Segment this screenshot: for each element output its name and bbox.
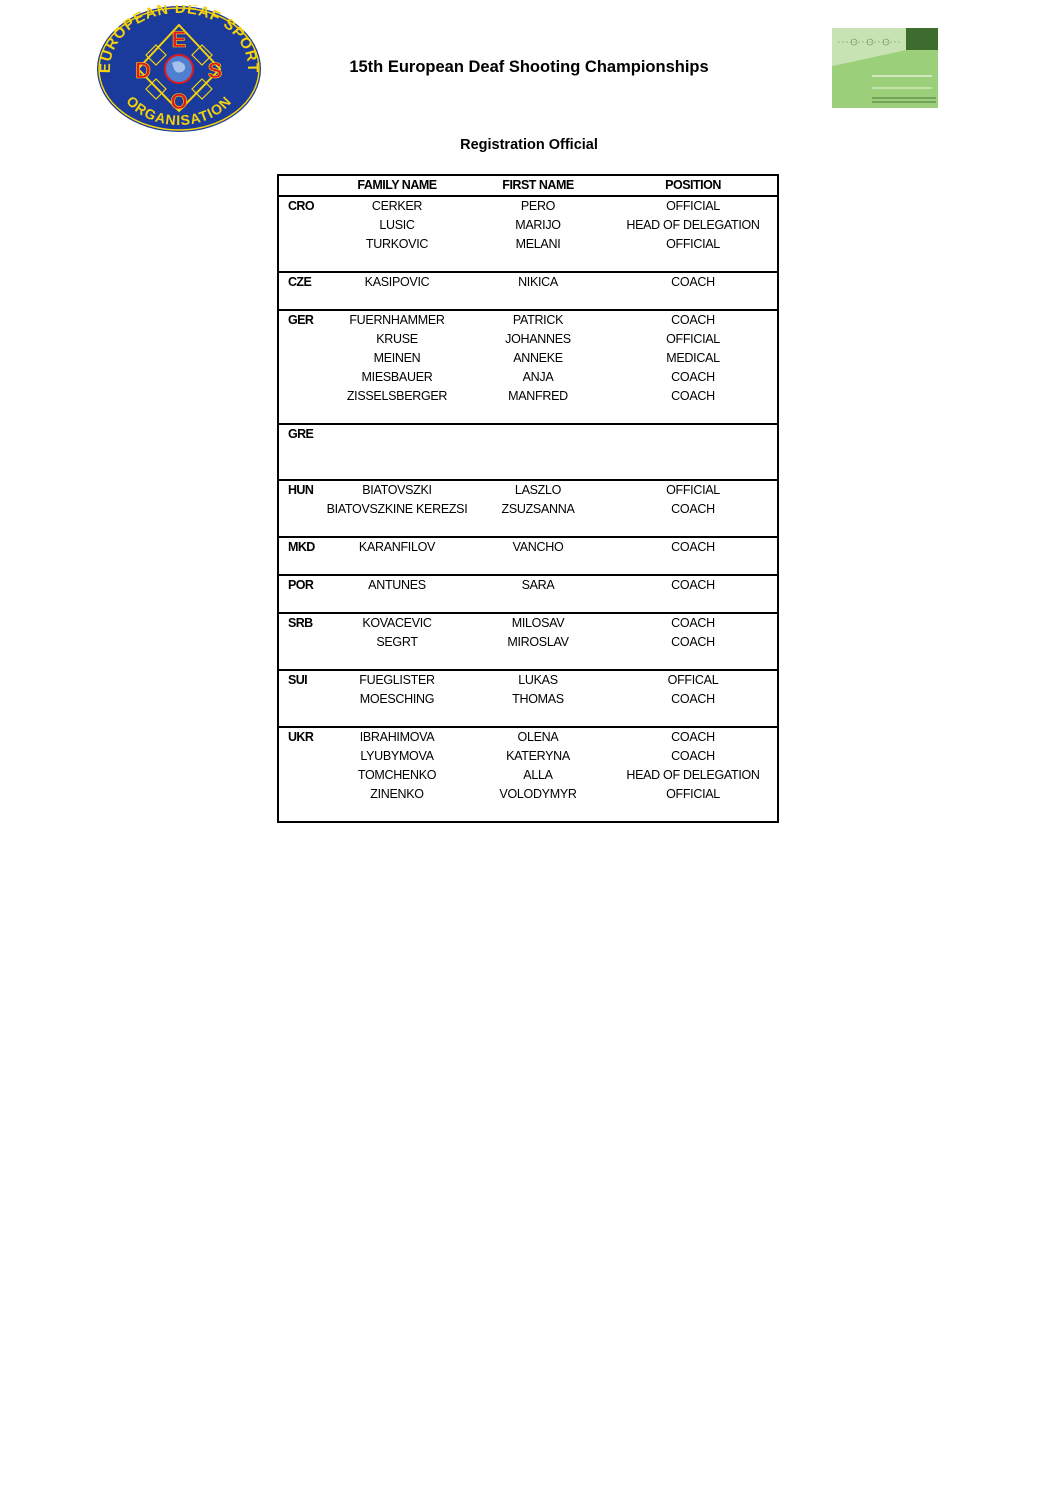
position-cell: COACH <box>671 616 715 630</box>
logo-letter-s: S <box>207 58 223 83</box>
table-row <box>279 728 777 747</box>
family-name-cell: BIATOVSZKINE KEREZSI <box>326 502 468 516</box>
position-cell: COACH <box>671 502 715 516</box>
first-name-cell: MARIJO <box>515 218 561 232</box>
first-name-cell: JOHANNES <box>505 332 571 346</box>
table-row <box>279 576 777 595</box>
family-name-cell: FUEGLISTER <box>359 673 435 687</box>
family-name-cell: TURKOVIC <box>365 237 429 251</box>
logo-letter-d: D <box>135 58 151 83</box>
table-row <box>279 349 777 368</box>
table-row <box>279 500 777 519</box>
country-group <box>279 576 777 614</box>
family-name-cell: LUSIC <box>379 218 415 232</box>
country-code: UKR <box>288 730 314 744</box>
position-cell: COACH <box>671 313 715 327</box>
page-subtitle: Registration Official <box>460 137 598 153</box>
position-cell: OFFICIAL <box>666 237 720 251</box>
country-group <box>279 273 777 311</box>
table-row <box>279 387 777 406</box>
table-row <box>279 368 777 387</box>
country-code: CRO <box>288 199 314 213</box>
position-cell: OFFICIAL <box>666 787 720 801</box>
registration-table <box>277 174 779 823</box>
position-cell: COACH <box>671 749 715 763</box>
table-row <box>279 197 777 216</box>
first-name-cell: MIROSLAV <box>507 635 569 649</box>
family-name-cell: MIESBAUER <box>361 370 433 384</box>
table-row <box>279 273 777 292</box>
family-name-cell: KRUSE <box>376 332 418 346</box>
country-code: SUI <box>288 673 308 687</box>
country-group <box>279 538 777 576</box>
logo-letter-e: E <box>171 27 187 52</box>
position-cell: MEDICAL <box>666 351 720 365</box>
position-cell: COACH <box>671 370 715 384</box>
country-group <box>279 614 777 671</box>
first-name-cell: MANFRED <box>508 389 568 403</box>
position-cell: OFFICIAL <box>666 332 720 346</box>
family-name-cell: KOVACEVIC <box>362 616 432 630</box>
table-row <box>279 216 777 235</box>
column-header-first-name: FIRST NAME <box>502 178 574 192</box>
country-group <box>279 425 777 481</box>
position-cell: OFFICIAL <box>666 483 720 497</box>
table-row <box>279 481 777 500</box>
family-name-cell: SEGRT <box>376 635 418 649</box>
table-row <box>279 671 777 690</box>
country-code: GRE <box>288 427 314 441</box>
table-row <box>279 311 777 330</box>
table-row <box>279 747 777 766</box>
table-body <box>279 197 777 821</box>
position-cell: COACH <box>671 692 715 706</box>
table-row <box>279 235 777 254</box>
country-group <box>279 311 777 425</box>
country-code: GER <box>288 313 314 327</box>
country-code: HUN <box>288 483 314 497</box>
country-group <box>279 197 777 273</box>
position-cell: HEAD OF DELEGATION <box>626 218 760 232</box>
position-cell: OFFICIAL <box>666 199 720 213</box>
first-name-cell: PERO <box>520 199 556 213</box>
family-name-cell: ZISSELSBERGER <box>346 389 448 403</box>
table-row <box>279 614 777 633</box>
family-name-cell: LYUBYMOVA <box>360 749 434 763</box>
family-name-cell: IBRAHIMOVA <box>359 730 435 744</box>
first-name-cell: ANNEKE <box>513 351 563 365</box>
table-row <box>279 538 777 557</box>
logo-top-text: EUROPEAN DEAF SPORT <box>96 5 262 74</box>
table-row <box>279 766 777 785</box>
family-name-cell: ANTUNES <box>368 578 426 592</box>
column-header-position: POSITION <box>665 178 721 192</box>
table-header <box>279 176 777 197</box>
country-code: CZE <box>288 275 312 289</box>
first-name-cell: ZSUZSANNA <box>501 502 575 516</box>
position-cell: COACH <box>671 635 715 649</box>
family-name-cell: FUERNHAMMER <box>349 313 445 327</box>
first-name-cell: PATRICK <box>512 313 564 327</box>
family-name-cell: KASIPOVIC <box>364 275 430 289</box>
family-name-cell: KARANFILOV <box>358 540 436 554</box>
family-name-cell: CERKER <box>371 199 423 213</box>
logo-bottom-text: ORGANISATION <box>123 92 235 129</box>
position-cell: COACH <box>671 275 715 289</box>
first-name-cell: MILOSAV <box>511 616 565 630</box>
family-name-cell: ZINENKO <box>370 787 424 801</box>
first-name-cell: SARA <box>521 578 555 592</box>
table-row <box>279 633 777 652</box>
position-cell: COACH <box>671 578 715 592</box>
family-name-cell: MEINEN <box>373 351 421 365</box>
first-name-cell: ANJA <box>522 370 554 384</box>
country-group <box>279 671 777 728</box>
country-group <box>279 481 777 538</box>
logo-letter-o: O <box>170 89 188 114</box>
first-name-cell: LUKAS <box>518 673 558 687</box>
first-name-cell: OLENA <box>517 730 559 744</box>
country-code: POR <box>288 578 314 592</box>
page-title: 15th European Deaf Shooting Championships <box>349 58 709 76</box>
position-cell: COACH <box>671 389 715 403</box>
first-name-cell: VANCHO <box>512 540 564 554</box>
country-code: MKD <box>288 540 315 554</box>
table-row <box>279 330 777 349</box>
family-name-cell: MOESCHING <box>359 692 435 706</box>
country-group <box>279 728 777 821</box>
first-name-cell: MELANI <box>515 237 561 251</box>
first-name-cell: KATERYNA <box>506 749 570 763</box>
table-row <box>279 785 777 804</box>
family-name-cell: TOMCHENKO <box>357 768 437 782</box>
country-code: SRB <box>288 616 313 630</box>
position-cell: HEAD OF DELEGATION <box>626 768 760 782</box>
position-cell: COACH <box>671 730 715 744</box>
family-name-cell: BIATOVSZKI <box>362 483 432 497</box>
column-header-family-name: FAMILY NAME <box>357 178 437 192</box>
position-cell: OFFICAL <box>667 673 719 687</box>
first-name-cell: LASZLO <box>514 483 562 497</box>
position-cell: COACH <box>671 540 715 554</box>
first-name-cell: ALLA <box>523 768 553 782</box>
table-row <box>279 690 777 709</box>
first-name-cell: VOLODYMYR <box>499 787 577 801</box>
first-name-cell: THOMAS <box>512 692 564 706</box>
first-name-cell: NIKICA <box>518 275 558 289</box>
